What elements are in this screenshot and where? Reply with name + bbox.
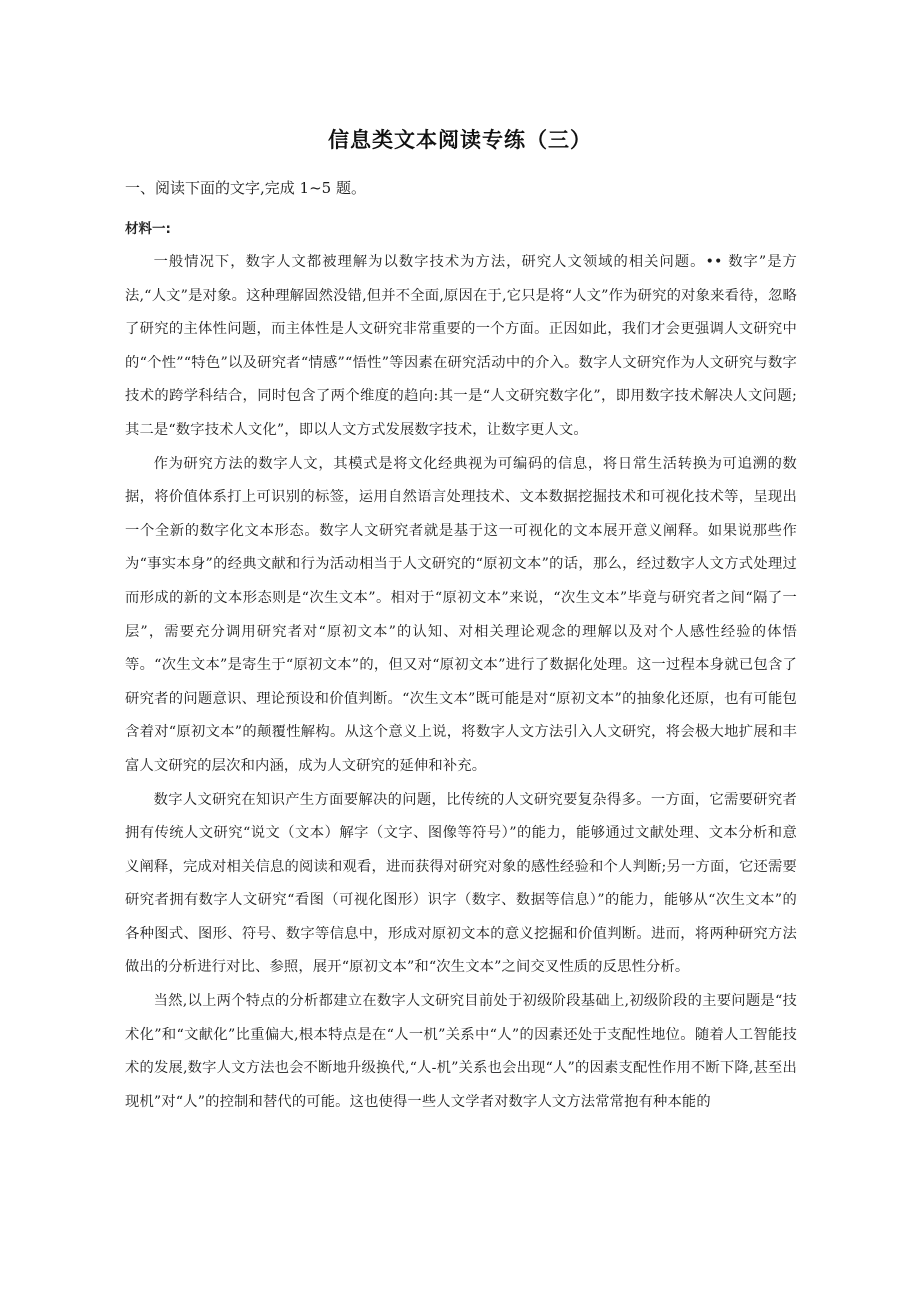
section-heading: 一、阅读下面的文字,完成 1~5 题。 [125, 179, 366, 197]
document-title: 信息类文本阅读专练（三） [328, 128, 592, 152]
paragraph: 作为研究方法的数字人文，其模式是将文化经典视为可编码的信息，将日常生活转换为可追溯的数据，将价值体系打上可识别的标签，运用自然语言处理技术、文本数据挖掘技术和可视化技术等，呈现出一个全新的数字化文本形态。数字人文研究者就是基于这一可视化的文本展开意义阐释。如果说那些作为“事实本身”的经典文献和行为活动相当于人文研究的“原初文本”的话，那么，经过数字人文方式处理过而形成的新的文本形态则是“次生文本”。相对于“原初文本”来说，“次生文本”毕竟与研究者之间“隔了一层”，需要充分调用研究者对“原初文本”的认知、对相关理论观念的理解以及对个人感性经验的体悟等。“次生文本”是寄生于“原初文本”的，但又对“原初文本”进行了数据化处理。这一过程本身就已包含了研究者的问题意识、理论预设和价值判断。“次生文本”既可能是对“原初文本”的抽象化还原，也有可能包含着对“原初文本”的颠覆性解构。从这个意义上说，将数字人文方法引入人文研究，将会极大地扩展和丰富人文研究的层次和内涵，成为人文研究的延伸和补充。 [125, 455, 797, 774]
body-text [125, 246, 797, 1119]
paragraph: 一般情况下，数字人文都被理解为以数字技术为方法，研究人文领域的相关问题。•• 数字”是方法,“人文”是对象。这种理解固然没错,但并不全面,原因在于,它只是将“人文”作为研究的对象来看待，忽略了研究的主体性问题，而主体性是人文研究非常重要的一个方面。正因如此，我们才会更强调人文研究中的“个性”“特色”以及研究者“情感”“悟性”等因素在研究活动中的介入。数字人文研究作为人文研究与数字技术的跨学科结合，同时包含了两个维度的趋向:其一是“人文研究数字化”，即用数字技术解决人文问题;其二是“数字技术人文化”，即以人文方式发展数字技术，让数字更人文。 [125, 254, 797, 438]
paragraph: 数字人文研究在知识产生方面要解决的问题，比传统的人文研究要复杂得多。一方面，它需要研究者拥有传统人文研究“说文（文本）解字（文字、图像等符号）”的能力，能够通过文献处理、文本分析和意义阐释，完成对相关信息的阅读和观看，进而获得对研究对象的感性经验和个人判断;另一方面，它还需要研究者拥有数字人文研究“看图（可视化图形）识字（数字、数据等信息）”的能力，能够从“次生文本”的各种图式、图形、符号、数字等信息中，形成对原初文本的意义挖掘和价值判断。进而，将两种研究方法做出的分析进行对比、参照，展开“原初文本”和“次生文本”之间交叉性质的反思性分析。 [125, 791, 797, 976]
paragraph: 当然,以上两个特点的分析都建立在数字人文研究目前处于初级阶段基础上,初级阶段的主要问题是“技术化”和“文献化”比重偏大,根本特点是在“人一机”关系中“人”的因素还处于支配性地位。随着人工智能技术的发展,数字人文方法也会不断地升级换代,“人-机”关系也会出现“人”的因素支配性作用不断下降,甚至出现机”对“人”的控制和替代的可能。这也使得一些人文学者对数字人文方法常常抱有种本能的 [125, 993, 797, 1110]
material-label: 材料一: [125, 221, 171, 237]
